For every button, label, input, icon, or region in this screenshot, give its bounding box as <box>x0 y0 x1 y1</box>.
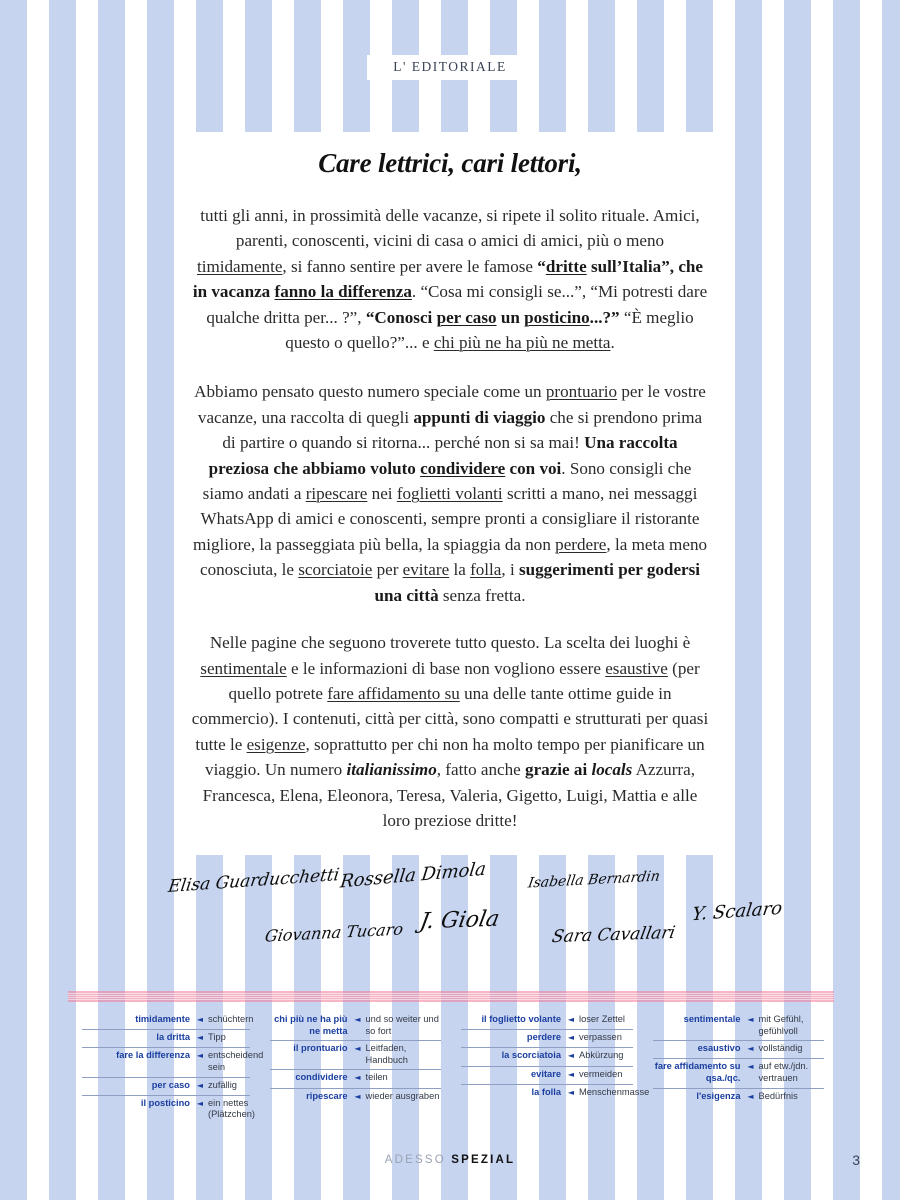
glossary-definition: vollständig <box>758 1043 803 1054</box>
editorial-paragraph-2: Abbiamo pensato questo numero speciale come un prontuario per le vostre vacanze, una raccolta di quegli appunti di viaggio che si prendono prima di partire o quando si ritorna... perché non si sa mai! Una raccolta preziosa che abbiamo voluto condividere con voi. Sono consigli che siamo andati a ripescare nei foglietti volanti scritti a mano, nei messaggi WhatsApp di amici e conoscenti, sempre pronti a consigliare il ristorante migliore, la passeggiata più bella, la spiaggia da non perdere, la meta meno conosciuta, le scorciatoie per evitare la folla, i suggerimenti per godersi una città senza fretta. <box>192 382 708 605</box>
section-divider <box>68 991 834 1002</box>
glossary-entry <box>461 1047 633 1065</box>
signature: Sara Cavallari <box>550 922 677 948</box>
arrow-icon: ◄ <box>354 1073 361 1083</box>
arrow-icon: ◄ <box>747 1015 754 1024</box>
glossary-entry <box>82 1095 256 1124</box>
glossary-definition: schüchtern <box>208 1014 254 1024</box>
editorial-paragraph-1: tutti gli anni, in prossimità delle vacanze, si ripete il solito rituale. Amici, parenti, conoscenti, vicini di casa o amici di amici, più o meno timidamente, si fanno sentire per avere le famose “dritte sull’Italia”, che in vacanza fanno la differenza. “Cosa mi consigli se...”, “Mi potresti dare qualche dritta per... ?”, “Conosci per caso un posticino...?” “È meglio questo o quello?”... e chi più ne ha più ne metta. <box>192 206 708 353</box>
signature: Y. Scalaro <box>690 897 784 926</box>
glossary-definition: ein nettes (Plätzchen) <box>208 1097 256 1120</box>
arrow-icon: ◄ <box>747 1062 754 1072</box>
glossary-definition: wieder ausgraben <box>365 1090 440 1101</box>
section-kicker: L' EDITORIALE <box>393 58 507 74</box>
glossary-definition: Menschenmasse <box>579 1086 650 1097</box>
glossary-entry <box>270 1012 442 1040</box>
arrow-icon: ◄ <box>354 1091 361 1101</box>
signature-block <box>0 855 900 985</box>
glossary-term: il prontuario <box>293 1043 348 1054</box>
glossary-definition: Leitfaden, Handbuch <box>365 1043 408 1065</box>
glossary-entry <box>461 1012 633 1029</box>
glossary-entry <box>270 1069 442 1087</box>
signature: Rossella Dimola <box>339 858 488 893</box>
page-number: 3 <box>852 1152 860 1168</box>
signature: Giovanna Tucaro <box>263 919 405 946</box>
signature: J. Giola <box>417 906 502 935</box>
glossary-entry <box>82 1012 254 1029</box>
glossary-definition: Bedürfnis <box>758 1090 798 1101</box>
glossary-term: il foglietto volante <box>481 1014 561 1024</box>
glossary-definition: verpassen <box>579 1032 622 1043</box>
glossary-term: sentimentale <box>683 1014 741 1024</box>
glossary-entry <box>82 1047 264 1076</box>
glossary-column <box>68 1012 264 1140</box>
glossary-definition: auf etw./jdn. vertrauen <box>758 1061 809 1083</box>
glossary-entry <box>653 1012 825 1040</box>
glossary-column <box>260 1012 452 1140</box>
glossary-term: ripescare <box>306 1090 348 1101</box>
glossary-term: l'esigenza <box>696 1090 741 1101</box>
glossary-term: per caso <box>151 1079 190 1090</box>
glossary <box>68 1012 834 1140</box>
arrow-icon: ◄ <box>354 1044 361 1054</box>
arrow-icon: ◄ <box>196 1080 204 1090</box>
glossary-column <box>643 1012 835 1140</box>
glossary-definition: Tipp <box>208 1032 226 1043</box>
arrow-icon: ◄ <box>196 1051 204 1061</box>
page-footer <box>0 1152 900 1178</box>
glossary-term: condividere <box>295 1072 348 1083</box>
glossary-entry <box>461 1029 633 1047</box>
glossary-definition: zufällig <box>208 1079 237 1090</box>
header-plate <box>367 55 533 80</box>
brand-adesso: ADESSO <box>384 1154 446 1166</box>
glossary-entry <box>461 1084 650 1102</box>
glossary-term: esaustivo <box>697 1043 741 1054</box>
glossary-definition: loser Zettel <box>579 1014 625 1024</box>
glossary-term: evitare <box>531 1068 561 1079</box>
arrow-icon: ◄ <box>354 1015 361 1024</box>
glossary-term: la scorciatoia <box>501 1050 561 1061</box>
arrow-icon: ◄ <box>567 1051 575 1061</box>
glossary-entry <box>270 1040 442 1069</box>
glossary-term: la dritta <box>156 1032 190 1043</box>
glossary-term: la folla <box>531 1086 561 1097</box>
glossary-entry <box>461 1066 633 1084</box>
glossary-definition: teilen <box>365 1072 388 1083</box>
glossary-entry <box>653 1040 825 1058</box>
arrow-icon: ◄ <box>567 1015 575 1024</box>
glossary-term: fare affidamento su qsa./qc. <box>654 1061 741 1083</box>
arrow-icon: ◄ <box>196 1033 204 1043</box>
glossary-term: il posticino <box>140 1097 190 1108</box>
glossary-entry <box>82 1029 250 1047</box>
brand-mark <box>0 1154 900 1166</box>
arrow-icon: ◄ <box>747 1091 754 1101</box>
arrow-icon: ◄ <box>567 1033 575 1043</box>
glossary-entry <box>653 1058 825 1087</box>
glossary-entry <box>270 1088 442 1106</box>
glossary-entry <box>82 1077 250 1095</box>
page-header <box>0 52 900 82</box>
glossary-definition: vermeiden <box>579 1068 623 1079</box>
editorial-paragraph-3: Nelle pagine che seguono troverete tutto questo. La scelta dei luoghi è sentimentale e le informazioni di base non vogliono essere esaustive (per quello potrete fare affidamento su una delle tante ottime guide in commercio). I contenuti, città per città, sono compatti e strutturati per quasi tutte le esigenze, soprattutto per chi non ha molto tempo per pianificare un viaggio. Un numero italianissimo, fatto anche grazie ai locals Azzurra, Francesca, Elena, Eleonora, Teresa, Valeria, Gigetto, Luigi, Mattia e alle loro preziose dritte! <box>191 633 709 830</box>
arrow-icon: ◄ <box>747 1044 754 1054</box>
glossary-term: timidamente <box>135 1014 190 1024</box>
arrow-icon: ◄ <box>567 1087 575 1097</box>
glossary-definition: Abkürzung <box>579 1050 624 1061</box>
arrow-icon: ◄ <box>567 1069 575 1079</box>
glossary-definition: und so weiter und so fort <box>365 1014 439 1036</box>
arrow-icon: ◄ <box>196 1015 204 1024</box>
glossary-column <box>451 1012 650 1140</box>
glossary-definition: mit Gefühl, gefühlvoll <box>758 1014 804 1036</box>
glossary-term: chi più ne ha più ne metta <box>274 1014 348 1036</box>
glossary-definition: entscheidend sein <box>208 1050 264 1072</box>
brand-spezial: SPEZIAL <box>451 1154 516 1166</box>
signature: Isabella Bernardin <box>526 868 662 892</box>
editorial-panel <box>185 132 715 855</box>
page-title: Care lettrici, cari lettori, <box>318 148 582 178</box>
glossary-term: perdere <box>526 1032 561 1043</box>
signature: Elisa Guarducchetti <box>166 864 341 898</box>
glossary-term: fare la differenza <box>116 1050 190 1061</box>
glossary-entry <box>653 1088 825 1106</box>
arrow-icon: ◄ <box>196 1098 204 1108</box>
